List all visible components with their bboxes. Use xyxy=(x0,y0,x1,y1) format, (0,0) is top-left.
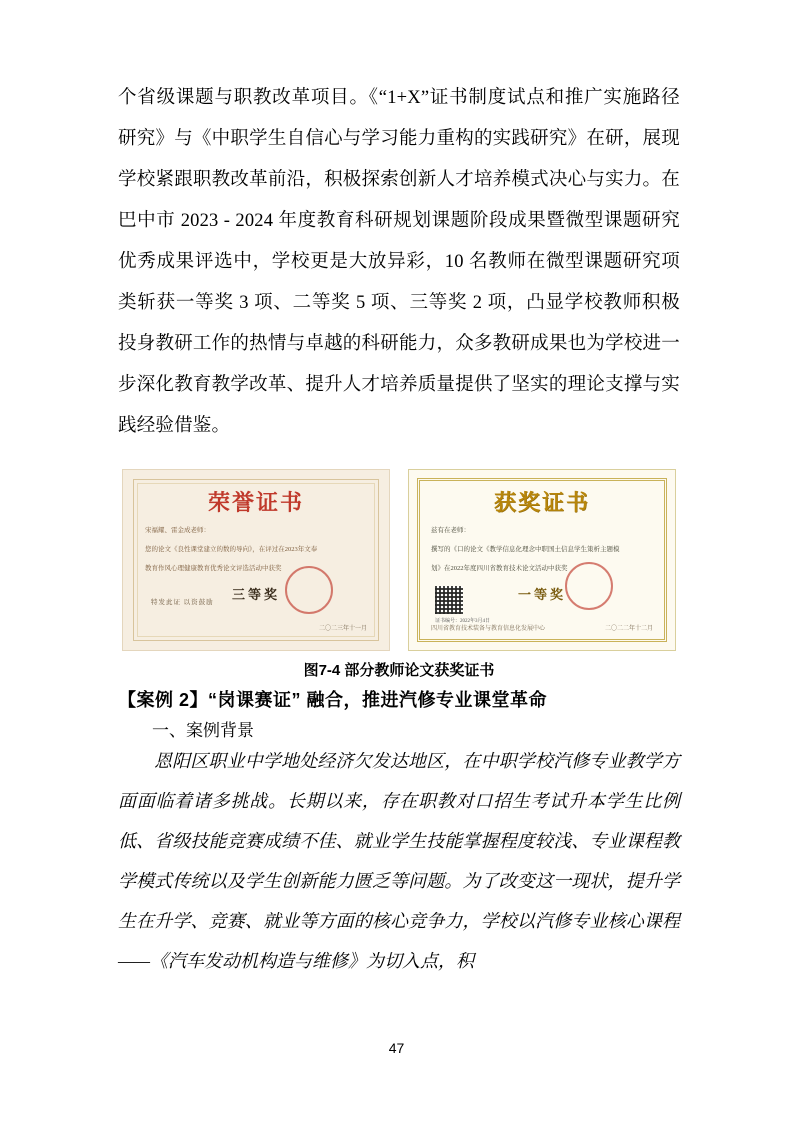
honor-certificate-award: 三等奖 xyxy=(231,587,280,602)
award-certificate-issuer: 四川省教育技术装备与教育信息化发展中心 xyxy=(431,626,546,632)
award-certificate-line3: 划》在2022年度四川省教育技术论文活动中获奖 xyxy=(431,565,568,572)
honor-certificate-line1: 宋福耀、雷金成老师： xyxy=(145,527,210,534)
honor-certificate-image xyxy=(122,469,390,651)
honor-certificate-signature: 特发此证 以资鼓励 xyxy=(151,599,214,606)
paragraph-research-achievements: 个省级课题与职教改革项目。《“1+X”证书制度试点和推广实施路径研究》与《中职学生自信心与学习能力重构的实践研究》在研，展现学校紧跟职教改革前沿，积极探索创新人才培养模式决心与实力。在巴中市 2023 - 2024 年度教育科研规划课题阶段成果暨微型课题研究优秀成果评选中，学校更是大放异彩，10 名教师在微型课题研究项类斩获一等奖 3 项、二等奖 5 项、三等奖 2 项，凸显学校教师积极投身教研工作的热情与卓越的科研能力，众多教研成果也为学校进一步深化教育教学改革、提升人才培养质量提供了坚实的理论支撑与实践经验借鉴。 xyxy=(118,88,680,436)
page-number: 47 xyxy=(388,1040,405,1056)
section-sub-heading: 一、案例背景 xyxy=(152,721,254,740)
award-certificate-inner xyxy=(431,486,653,636)
case-heading: 【案例 2】“岗课赛证” 融合，推进汽修专业课堂革命 xyxy=(118,690,548,710)
figure-certificates xyxy=(118,469,680,651)
award-certificate-footer-right: 二〇二二年十二月 xyxy=(604,626,653,632)
honor-certificate-inner xyxy=(145,486,367,636)
award-certificate-line1: 兹有在老师： xyxy=(431,527,470,534)
honor-certificate-footer xyxy=(145,623,367,632)
paragraph-case-background: 恩阳区职业中学地处经济欠发达地区，在中职学校汽修专业教学方面面临着诸多挑战。长期以来，存在职教对口招生考试升本学生比例低、省级技能竞赛成绩不佳、就业学生技能掌握程度较浅、专业课程教学模式传统以及学生创新能力匮乏等问题。为了改变这一现状，提升学生在升学、竞赛、就业等方面的核心竞争力，学校以汽修专业核心课程 ——《汽车发动机构造与维修》为切入点，积 xyxy=(118,751,680,971)
honor-certificate-seal-icon xyxy=(285,566,333,614)
award-certificate-line2: 撰写的《口的论文《教学信息化理念中职国土信息学生策析主题模 xyxy=(431,546,620,553)
award-certificate-image xyxy=(408,469,676,651)
honor-certificate-line2: 您的论文《良性课堂建立的数的导向》，在评过在2023年文奉 xyxy=(145,546,318,553)
honor-certificate-line3: 教育作风心理健康教育优秀论文评选活动中获奖 xyxy=(145,565,282,572)
honor-certificate-footer-right: 二〇二三年十一月 xyxy=(318,626,367,632)
figure-caption: 图7-4 部分教师论文获奖证书 xyxy=(303,662,495,679)
qr-code-icon xyxy=(435,586,463,614)
award-certificate-footer xyxy=(431,623,653,632)
honor-certificate-title: 荣誉证书 xyxy=(207,490,304,515)
award-certificate-seal-icon xyxy=(565,562,613,610)
award-certificate-award: 一等奖 xyxy=(517,587,566,602)
award-certificate-qr-label: 证书编号：2022年3月4日 xyxy=(435,619,491,624)
award-certificate-title: 获奖证书 xyxy=(493,490,590,515)
page-content xyxy=(118,78,680,981)
